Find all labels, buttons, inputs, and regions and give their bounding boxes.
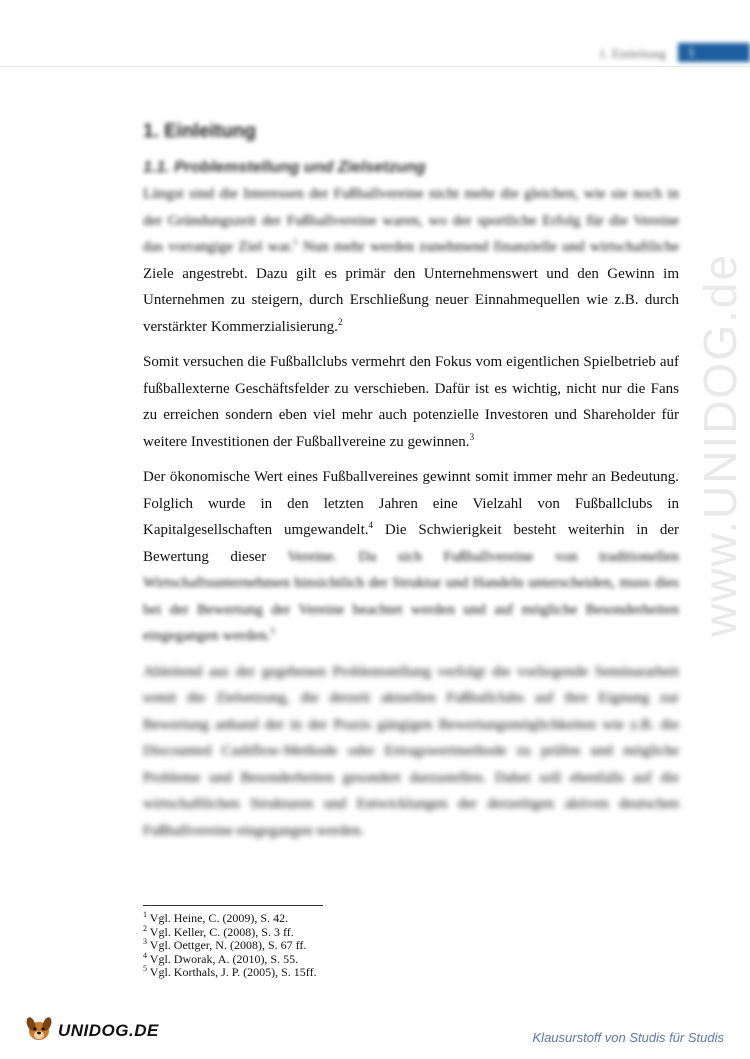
unidog-logo[interactable] xyxy=(24,1014,159,1047)
footnote-number: 2 xyxy=(143,923,147,933)
paragraph-text: Der ökonomische Wert eines Fußballvereines gewinnt somit immer mehr an Bedeutung. Folglich wurde in den letzten Jahren eine Vielzahl von Fußballclubs in Kapitalgesellschaften umgewandelt. xyxy=(143,469,679,538)
footnote-text: Vgl. Keller, C. (2008), S. 3 ff. xyxy=(147,924,294,939)
paragraph-text: Ziele angestrebt. Dazu gilt es primär den Unternehmenswert und den Gewinn im Unternehmen zu steigern, durch Erschließung neuer Einnahmequellen wie z.B. durch verstärkter Kommerzialisierung. xyxy=(143,265,679,335)
blurred-text: Längst sind die Interessen der Fußballvereine nicht mehr die gleichen, wie sie noch in der Gründungszeit der Fußballvereine waren, wo der sportliche Erfolg für die Vereine das vorrangige Ziel war. xyxy=(143,186,679,255)
paragraph-1 xyxy=(143,181,679,340)
paragraph-text: Somit versuchen die Fußballclubs vermehrt den Fokus vom eigentlichen Spielbetrieb auf fußballexterne Geschäftsfelder zu verschieben. Dafür ist es wichtig, nicht nur die Fans zu erreichen sondern eben viel mehr auch potenzielle Investoren und Shareholder für weitere Investitionen der Fußballvereine zu gewinnen. xyxy=(143,354,679,450)
footnote-number: 4 xyxy=(143,950,147,960)
footnote-text: Vgl. Korthals, J. P. (2005), S. 15ff. xyxy=(147,965,317,979)
footnote-item xyxy=(143,950,317,967)
header-divider xyxy=(0,66,750,67)
page-number-tab: 1 xyxy=(678,43,750,62)
footnote-text: Vgl. Dworak, A. (2010), S. 55. xyxy=(147,951,299,966)
logo-text: UNIDOG.DE xyxy=(58,1020,159,1040)
footnote-ref: 4 xyxy=(368,520,374,530)
paragraph-text: Die Schwierigkeit besteht weiterhin in der Bewertung dieser xyxy=(143,522,679,565)
footnote-item xyxy=(143,966,317,980)
footnote-number: 1 xyxy=(143,910,147,919)
footnote-text: Vgl. Oettger, N. (2008), S. 67 ff. xyxy=(147,938,307,952)
blurred-text: Vereine. Da sich Fußballvereine von traditionellen Wirtschaftsunternehmen hinsichtlich der Struktur und Handeln unterscheiden, muss dies bei der Bewertung der Vereine beachtet werden und auf mögliche Besonderheiten eingegangen werden. xyxy=(143,548,679,644)
paragraph-2 xyxy=(143,349,679,455)
footnotes xyxy=(143,912,317,980)
footnote-item xyxy=(143,912,317,926)
footnote-divider xyxy=(143,905,323,906)
footnote-text: Vgl. Heine, C. (2009), S. 42. xyxy=(147,911,289,925)
paragraph-3 xyxy=(143,464,679,650)
blurred-text: Nun mehr werden zunehmend finanzielle und wirtschaftliche xyxy=(297,239,679,255)
footnote-number: 3 xyxy=(143,937,147,946)
footnote-ref: 5 xyxy=(270,626,275,636)
body-text xyxy=(143,181,679,853)
footnote-item xyxy=(143,923,317,940)
footnote-ref: 3 xyxy=(469,431,475,442)
section-heading: 1.1. Problemstellung und Zielsetzung xyxy=(143,159,426,176)
footnote-ref: 1 xyxy=(293,237,298,247)
dog-mascot-icon xyxy=(24,1014,54,1047)
footnote-item xyxy=(143,939,317,953)
running-header-title: 1. Einleitung xyxy=(598,46,666,61)
blurred-text: Ableitend aus der gegebenen Problemstellung verfolgt die vorliegende Seminararbeit somit die Zielsetzung, die derzeit aktuellen Fußballclubs auf ihre Eignung zur Bewertung anhand der in der Praxis gängigen Bewertungsmöglichkeiten wie z.B. die Discounted Cashflow-Methode oder Ertragswertmethode zu prüfen und mögliche Probleme und Besonderheiten gesondert darzustellen. Dabei soll ebenfalls auf die wirtschaftlichen Strukturen und Entwicklungen der derzeitigen aktiven deutschen Fußballvereine eingegangen werden. xyxy=(143,663,679,839)
footnote-ref: 2 xyxy=(337,316,343,327)
footer-slogan: Klausurstoff von Studis für Studis xyxy=(532,1030,724,1045)
footnote-number: 5 xyxy=(143,964,147,973)
chapter-heading: 1. Einleitung xyxy=(143,121,256,142)
paragraph-4 xyxy=(143,659,679,845)
watermark: www.UNIDOG.de xyxy=(694,253,746,637)
